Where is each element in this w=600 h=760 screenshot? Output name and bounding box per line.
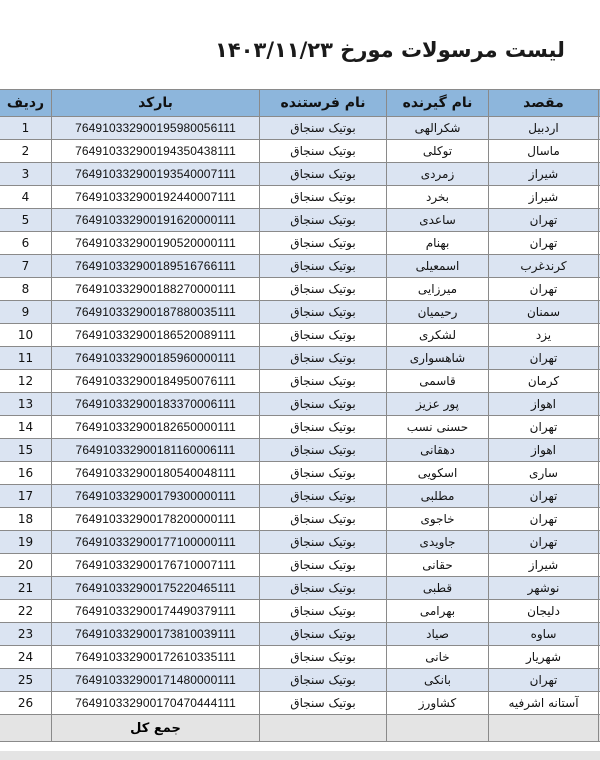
row-destination-cell: دلیجان xyxy=(489,600,599,623)
row-destination-cell: تهران xyxy=(489,209,599,232)
header-destination: مقصد xyxy=(489,90,599,117)
row-sender-cell: بوتیک سنجاق xyxy=(260,600,387,623)
bottom-strip xyxy=(0,751,600,760)
total-destination-cell xyxy=(489,715,599,742)
row-index-cell: 25 xyxy=(0,669,52,692)
total-receiver-cell xyxy=(387,715,489,742)
row-sender-cell: بوتیک سنجاق xyxy=(260,623,387,646)
header-sender: نام فرستنده xyxy=(260,90,387,117)
row-destination-cell: یزد xyxy=(489,324,599,347)
row-receiver-cell: رحیمیان xyxy=(387,301,489,324)
table-body xyxy=(0,117,600,715)
row-receiver-cell: زمردی xyxy=(387,163,489,186)
row-index-cell: 19 xyxy=(0,531,52,554)
row-sender-cell: بوتیک سنجاق xyxy=(260,347,387,370)
row-destination-cell: تهران xyxy=(489,508,599,531)
row-destination-cell: شیراز xyxy=(489,163,599,186)
row-receiver-cell: صیاد xyxy=(387,623,489,646)
row-barcode-cell: 764910332900186520089111 xyxy=(52,324,260,347)
row-barcode-cell: 764910332900189516766111 xyxy=(52,255,260,278)
row-receiver-cell: ساعدی xyxy=(387,209,489,232)
row-sender-cell: بوتیک سنجاق xyxy=(260,692,387,715)
row-sender-cell: بوتیک سنجاق xyxy=(260,140,387,163)
row-index-cell: 6 xyxy=(0,232,52,255)
table-row xyxy=(0,140,600,163)
row-receiver-cell: میرزایی xyxy=(387,278,489,301)
row-receiver-cell: توکلی xyxy=(387,140,489,163)
row-destination-cell: شیراز xyxy=(489,554,599,577)
header-receiver: نام گیرنده xyxy=(387,90,489,117)
row-barcode-cell: 764910332900185960000111 xyxy=(52,347,260,370)
table-row xyxy=(0,209,600,232)
row-index-cell: 15 xyxy=(0,439,52,462)
row-destination-cell: تهران xyxy=(489,485,599,508)
row-sender-cell: بوتیک سنجاق xyxy=(260,209,387,232)
row-sender-cell: بوتیک سنجاق xyxy=(260,117,387,140)
row-sender-cell: بوتیک سنجاق xyxy=(260,485,387,508)
row-destination-cell: تهران xyxy=(489,416,599,439)
table-header xyxy=(0,90,600,117)
row-destination-cell: اهواز xyxy=(489,393,599,416)
row-receiver-cell: حقانی xyxy=(387,554,489,577)
row-destination-cell: سمنان xyxy=(489,301,599,324)
row-destination-cell: تهران xyxy=(489,232,599,255)
row-destination-cell: ماسال xyxy=(489,140,599,163)
row-sender-cell: بوتیک سنجاق xyxy=(260,301,387,324)
row-barcode-cell: 764910332900179300000111 xyxy=(52,485,260,508)
row-barcode-cell: 764910332900182650000111 xyxy=(52,416,260,439)
row-index-cell: 26 xyxy=(0,692,52,715)
row-sender-cell: بوتیک سنجاق xyxy=(260,508,387,531)
table-row xyxy=(0,439,600,462)
row-barcode-cell: 764910332900194350438111 xyxy=(52,140,260,163)
row-barcode-cell: 764910332900183370006111 xyxy=(52,393,260,416)
table-row xyxy=(0,692,600,715)
row-barcode-cell: 764910332900190520000111 xyxy=(52,232,260,255)
row-index-cell: 23 xyxy=(0,623,52,646)
row-destination-cell: تهران xyxy=(489,278,599,301)
row-barcode-cell: 764910332900187880035111 xyxy=(52,301,260,324)
row-sender-cell: بوتیک سنجاق xyxy=(260,278,387,301)
row-sender-cell: بوتیک سنجاق xyxy=(260,416,387,439)
page-title-text: لیست مرسولات مورخ ۱۴۰۳/۱۱/۲۳ xyxy=(215,38,565,62)
row-receiver-cell: شکرالهی xyxy=(387,117,489,140)
row-destination-cell: کرندغرب xyxy=(489,255,599,278)
row-receiver-cell: مطلبی xyxy=(387,485,489,508)
total-row xyxy=(0,715,600,742)
row-barcode-cell: 764910332900176710007111 xyxy=(52,554,260,577)
row-barcode-cell: 764910332900171480000111 xyxy=(52,669,260,692)
row-destination-cell: تهران xyxy=(489,669,599,692)
row-receiver-cell: اسکویی xyxy=(387,462,489,485)
row-sender-cell: بوتیک سنجاق xyxy=(260,324,387,347)
row-barcode-cell: 764910332900175220465111 xyxy=(52,577,260,600)
row-barcode-cell: 764910332900178200000111 xyxy=(52,508,260,531)
table-row xyxy=(0,554,600,577)
row-index-cell: 16 xyxy=(0,462,52,485)
header-index: ردیف xyxy=(0,90,52,117)
row-barcode-cell: 764910332900174490379111 xyxy=(52,600,260,623)
table-row xyxy=(0,508,600,531)
header-row xyxy=(0,90,600,117)
row-destination-cell: ساوه xyxy=(489,623,599,646)
header-barcode: بارکد xyxy=(52,90,260,117)
table-row xyxy=(0,669,600,692)
row-barcode-cell: 764910332900193540007111 xyxy=(52,163,260,186)
row-receiver-cell: بهرامی xyxy=(387,600,489,623)
row-receiver-cell: جاویدی xyxy=(387,531,489,554)
table-row xyxy=(0,278,600,301)
total-label: جمع کل xyxy=(52,715,260,742)
row-receiver-cell: پور عزیز xyxy=(387,393,489,416)
table-row xyxy=(0,393,600,416)
table-row xyxy=(0,577,600,600)
row-destination-cell: اردبیل xyxy=(489,117,599,140)
row-index-cell: 1 xyxy=(0,117,52,140)
row-sender-cell: بوتیک سنجاق xyxy=(260,669,387,692)
row-index-cell: 12 xyxy=(0,370,52,393)
row-barcode-cell: 764910332900173810039111 xyxy=(52,623,260,646)
total-sender-cell xyxy=(260,715,387,742)
table-row xyxy=(0,623,600,646)
row-receiver-cell: حسنی نسب xyxy=(387,416,489,439)
row-barcode-cell: 764910332900181160006111 xyxy=(52,439,260,462)
row-destination-cell: کرمان xyxy=(489,370,599,393)
table-row xyxy=(0,163,600,186)
row-index-cell: 24 xyxy=(0,646,52,669)
page-title xyxy=(0,38,600,62)
row-sender-cell: بوتیک سنجاق xyxy=(260,232,387,255)
total-index-cell xyxy=(0,715,52,742)
row-index-cell: 7 xyxy=(0,255,52,278)
row-sender-cell: بوتیک سنجاق xyxy=(260,186,387,209)
table-row xyxy=(0,462,600,485)
row-index-cell: 11 xyxy=(0,347,52,370)
table-row xyxy=(0,370,600,393)
row-barcode-cell: 764910332900188270000111 xyxy=(52,278,260,301)
row-barcode-cell: 764910332900180540048111 xyxy=(52,462,260,485)
row-index-cell: 9 xyxy=(0,301,52,324)
row-barcode-cell: 764910332900170470444111 xyxy=(52,692,260,715)
row-index-cell: 14 xyxy=(0,416,52,439)
table-row xyxy=(0,324,600,347)
row-receiver-cell: کشاورز xyxy=(387,692,489,715)
table-row xyxy=(0,646,600,669)
row-sender-cell: بوتیک سنجاق xyxy=(260,577,387,600)
table-row xyxy=(0,531,600,554)
row-receiver-cell: قطبی xyxy=(387,577,489,600)
row-sender-cell: بوتیک سنجاق xyxy=(260,554,387,577)
row-index-cell: 5 xyxy=(0,209,52,232)
row-barcode-cell: 764910332900177100000111 xyxy=(52,531,260,554)
table-row xyxy=(0,301,600,324)
row-barcode-cell: 764910332900184950076111 xyxy=(52,370,260,393)
row-sender-cell: بوتیک سنجاق xyxy=(260,255,387,278)
row-receiver-cell: خانی xyxy=(387,646,489,669)
row-sender-cell: بوتیک سنجاق xyxy=(260,163,387,186)
shipments-table xyxy=(0,89,600,742)
row-index-cell: 21 xyxy=(0,577,52,600)
table-footer xyxy=(0,715,600,742)
table-row xyxy=(0,186,600,209)
row-sender-cell: بوتیک سنجاق xyxy=(260,646,387,669)
row-destination-cell: ساری xyxy=(489,462,599,485)
row-destination-cell: شهریار xyxy=(489,646,599,669)
row-barcode-cell: 764910332900195980056111 xyxy=(52,117,260,140)
row-index-cell: 3 xyxy=(0,163,52,186)
row-index-cell: 2 xyxy=(0,140,52,163)
row-destination-cell: نوشهر xyxy=(489,577,599,600)
row-barcode-cell: 764910332900172610335111 xyxy=(52,646,260,669)
table-row xyxy=(0,416,600,439)
row-receiver-cell: دهقانی xyxy=(387,439,489,462)
table-row xyxy=(0,232,600,255)
row-sender-cell: بوتیک سنجاق xyxy=(260,393,387,416)
row-barcode-cell: 764910332900192440007111 xyxy=(52,186,260,209)
row-receiver-cell: بهنام xyxy=(387,232,489,255)
table-row xyxy=(0,117,600,140)
row-index-cell: 10 xyxy=(0,324,52,347)
row-receiver-cell: شاهسواری xyxy=(387,347,489,370)
row-index-cell: 4 xyxy=(0,186,52,209)
table-row xyxy=(0,600,600,623)
row-index-cell: 17 xyxy=(0,485,52,508)
row-index-cell: 13 xyxy=(0,393,52,416)
row-receiver-cell: قاسمی xyxy=(387,370,489,393)
row-destination-cell: آستانه اشرفیه xyxy=(489,692,599,715)
row-barcode-cell: 764910332900191620000111 xyxy=(52,209,260,232)
row-index-cell: 20 xyxy=(0,554,52,577)
row-receiver-cell: خاجوی xyxy=(387,508,489,531)
row-sender-cell: بوتیک سنجاق xyxy=(260,462,387,485)
row-destination-cell: اهواز xyxy=(489,439,599,462)
table-row xyxy=(0,255,600,278)
row-sender-cell: بوتیک سنجاق xyxy=(260,370,387,393)
row-index-cell: 22 xyxy=(0,600,52,623)
row-index-cell: 8 xyxy=(0,278,52,301)
row-destination-cell: شیراز xyxy=(489,186,599,209)
table-row xyxy=(0,347,600,370)
table-row xyxy=(0,485,600,508)
row-sender-cell: بوتیک سنجاق xyxy=(260,439,387,462)
row-receiver-cell: بخرد xyxy=(387,186,489,209)
row-receiver-cell: اسمعیلی xyxy=(387,255,489,278)
row-destination-cell: تهران xyxy=(489,347,599,370)
row-sender-cell: بوتیک سنجاق xyxy=(260,531,387,554)
row-destination-cell: تهران xyxy=(489,531,599,554)
row-index-cell: 18 xyxy=(0,508,52,531)
row-receiver-cell: بانکی xyxy=(387,669,489,692)
row-receiver-cell: لشکری xyxy=(387,324,489,347)
